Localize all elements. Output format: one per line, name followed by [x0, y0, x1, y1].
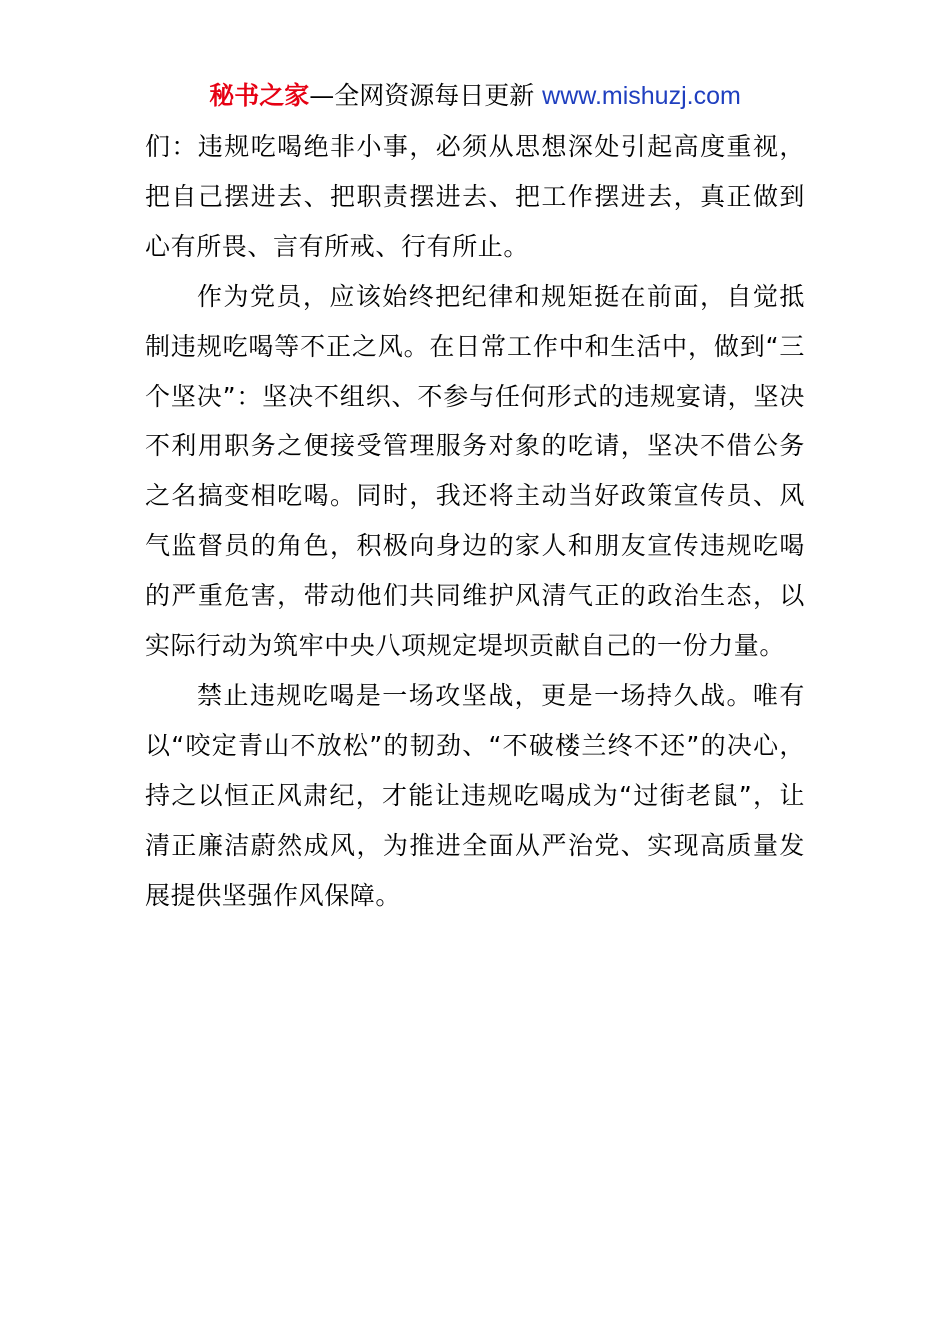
document-body	[145, 122, 805, 921]
brand-name: 秘书之家	[209, 81, 310, 110]
paragraph-continuation: 们：违规吃喝绝非小事，必须从思想深处引起高度重视，把自己摆进去、把职责摆进去、把工作摆进去，真正做到心有所畏、言有所戒、行有所止。	[145, 132, 805, 261]
paragraph-party-member: 作为党员，应该始终把纪律和规矩挺在前面，自觉抵制违规吃喝等不正之风。在日常工作中和生活中，做到“三个坚决”：坚决不组织、不参与任何形式的违规宴请，坚决不利用职务之便接受管理服务对象的吃请，坚决不借公务之名搞变相吃喝。同时，我还将主动当好政策宣传员、风气监督员的角色，积极向身边的家人和朋友宣传违规吃喝的严重危害，带动他们共同维护风清气正的政治生态，以实际行动为筑牢中央八项规定堤坝贡献自己的一份力量。	[145, 281, 805, 661]
header-tagline: —全网资源每日更新	[309, 81, 543, 110]
site-url-link[interactable]: www.mishuzj.com	[542, 82, 741, 110]
page-header	[0, 80, 950, 112]
paragraph-conclusion: 禁止违规吃喝是一场攻坚战，更是一场持久战。唯有以“咬定青山不放松”的韧劲、“不破楼兰终不还”的决心，持之以恒正风肃纪，才能让违规吃喝成为“过街老鼠”，让清正廉洁蔚然成风，为推进全面从严治党、实现高质量发展提供坚强作风保障。	[145, 680, 805, 910]
